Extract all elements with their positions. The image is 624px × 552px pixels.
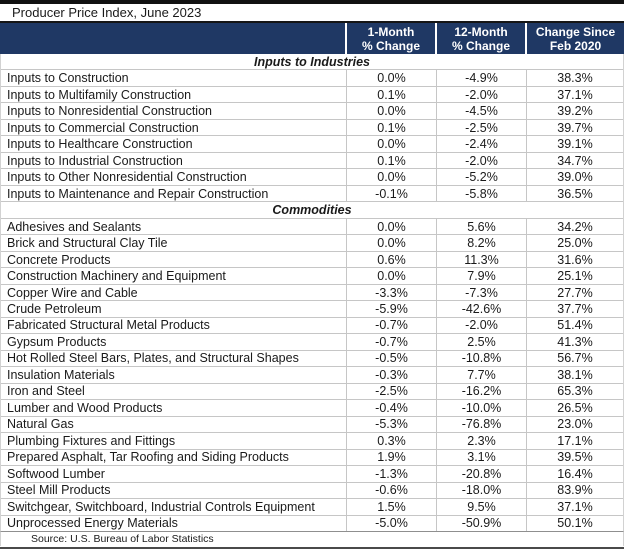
value-1-month: 0.0% xyxy=(346,136,436,151)
value-change-since-feb-2020: 41.3% xyxy=(526,334,623,349)
value-change-since-feb-2020: 27.7% xyxy=(526,285,623,300)
value-change-since-feb-2020: 37.7% xyxy=(526,301,623,316)
table-row xyxy=(1,449,623,465)
table-row xyxy=(1,515,623,531)
value-change-since-feb-2020: 56.7% xyxy=(526,351,623,366)
value-1-month: 0.0% xyxy=(346,268,436,283)
value-1-month: 1.9% xyxy=(346,450,436,465)
table-row xyxy=(1,333,623,349)
value-12-month: -7.3% xyxy=(436,285,526,300)
value-12-month: -2.0% xyxy=(436,87,526,102)
value-1-month: -2.5% xyxy=(346,384,436,399)
value-change-since-feb-2020: 34.7% xyxy=(526,153,623,168)
value-12-month: -5.2% xyxy=(436,169,526,184)
row-label: Construction Machinery and Equipment xyxy=(7,269,226,284)
row-label: Natural Gas xyxy=(7,417,74,432)
value-12-month: 7.7% xyxy=(436,367,526,382)
value-1-month: -3.3% xyxy=(346,285,436,300)
value-12-month: -20.8% xyxy=(436,466,526,481)
table-row xyxy=(1,119,623,135)
header-change-since-line2: Feb 2020 xyxy=(549,38,602,53)
header-1-month-line2: % Change xyxy=(361,38,420,53)
value-change-since-feb-2020: 23.0% xyxy=(526,417,623,432)
row-label: Iron and Steel xyxy=(7,384,85,399)
value-12-month: 3.1% xyxy=(436,450,526,465)
value-change-since-feb-2020: 37.1% xyxy=(526,87,623,102)
value-12-month: 8.2% xyxy=(436,235,526,250)
value-change-since-feb-2020: 50.1% xyxy=(526,516,623,531)
table-row xyxy=(1,482,623,498)
table-row xyxy=(1,218,623,234)
value-change-since-feb-2020: 31.6% xyxy=(526,252,623,267)
page-title: Producer Price Index, June 2023 xyxy=(0,4,624,23)
value-change-since-feb-2020: 34.2% xyxy=(526,219,623,234)
value-1-month: 0.0% xyxy=(346,70,436,85)
value-1-month: 0.0% xyxy=(346,103,436,118)
value-1-month: 0.3% xyxy=(346,433,436,448)
value-1-month: -0.7% xyxy=(346,318,436,333)
row-label: Gypsum Products xyxy=(7,334,107,349)
value-12-month: -2.0% xyxy=(436,153,526,168)
row-label: Concrete Products xyxy=(7,252,111,267)
header-series-column-spacer xyxy=(0,23,345,54)
table-row xyxy=(1,234,623,250)
value-12-month: -4.9% xyxy=(436,70,526,85)
row-label: Inputs to Construction xyxy=(7,71,129,86)
header-12-month-line1: 12-Month xyxy=(454,24,508,39)
value-1-month: 0.6% xyxy=(346,252,436,267)
table-row xyxy=(1,300,623,316)
value-12-month: 7.9% xyxy=(436,268,526,283)
row-label: Crude Petroleum xyxy=(7,302,102,316)
value-1-month: 0.1% xyxy=(346,120,436,135)
value-1-month: 1.5% xyxy=(346,499,436,514)
table-row xyxy=(1,350,623,366)
value-12-month: 5.6% xyxy=(436,219,526,234)
table-row xyxy=(1,399,623,415)
value-1-month: -0.4% xyxy=(346,400,436,415)
value-12-month: 11.3% xyxy=(436,252,526,267)
table-row xyxy=(1,416,623,432)
row-label: Unprocessed Energy Materials xyxy=(7,516,178,531)
value-1-month: -5.9% xyxy=(346,301,436,316)
value-12-month: -42.6% xyxy=(436,301,526,316)
value-12-month: 2.5% xyxy=(436,334,526,349)
row-label: Inputs to Multifamily Construction xyxy=(7,87,192,102)
table-row xyxy=(1,185,623,201)
table-row xyxy=(1,383,623,399)
header-1-month-line1: 1-Month xyxy=(367,24,415,39)
table-body xyxy=(0,54,624,531)
value-1-month: -0.7% xyxy=(346,334,436,349)
table-row xyxy=(1,86,623,102)
table-row xyxy=(1,152,623,168)
value-change-since-feb-2020: 36.5% xyxy=(526,186,623,201)
value-1-month: -0.3% xyxy=(346,367,436,382)
row-label: Inputs to Commercial Construction xyxy=(7,120,199,135)
table-row xyxy=(1,102,623,118)
value-change-since-feb-2020: 38.3% xyxy=(526,70,623,85)
value-1-month: -0.1% xyxy=(346,186,436,201)
value-12-month: 9.5% xyxy=(436,499,526,514)
row-label: Brick and Structural Clay Tile xyxy=(7,236,168,251)
source-note: Source: U.S. Bureau of Labor Statistics xyxy=(0,531,624,546)
header-12-month-line2: % Change xyxy=(451,38,510,53)
row-label: Lumber and Wood Products xyxy=(7,400,163,415)
value-change-since-feb-2020: 39.7% xyxy=(526,120,623,135)
value-1-month: 0.1% xyxy=(346,87,436,102)
value-12-month: -4.5% xyxy=(436,103,526,118)
row-label: Inputs to Nonresidential Construction xyxy=(7,104,212,119)
value-change-since-feb-2020: 37.1% xyxy=(526,499,623,514)
value-change-since-feb-2020: 17.1% xyxy=(526,433,623,448)
table-header-row xyxy=(0,23,624,54)
section-header: Inputs to Industries xyxy=(1,54,623,69)
value-change-since-feb-2020: 83.9% xyxy=(526,483,623,498)
value-12-month: -10.8% xyxy=(436,351,526,366)
value-12-month: -2.0% xyxy=(436,318,526,333)
value-change-since-feb-2020: 39.1% xyxy=(526,136,623,151)
table-row xyxy=(1,69,623,85)
row-label: Hot Rolled Steel Bars, Plates, and Structural Shapes xyxy=(7,351,299,366)
row-label: Fabricated Structural Metal Products xyxy=(7,318,210,333)
row-label: Softwood Lumber xyxy=(7,466,105,481)
row-label: Inputs to Industrial Construction xyxy=(7,153,183,168)
value-1-month: 0.0% xyxy=(346,235,436,250)
row-label: Adhesives and Sealants xyxy=(7,219,142,234)
table-row xyxy=(1,465,623,481)
value-1-month: 0.1% xyxy=(346,153,436,168)
value-12-month: -2.4% xyxy=(436,136,526,151)
section-header: Commodities xyxy=(1,201,623,217)
table-row xyxy=(1,317,623,333)
table-row xyxy=(1,251,623,267)
value-change-since-feb-2020: 38.1% xyxy=(526,367,623,382)
value-12-month: -18.0% xyxy=(436,483,526,498)
row-label: Insulation Materials xyxy=(7,367,115,382)
table-row xyxy=(1,135,623,151)
value-change-since-feb-2020: 39.5% xyxy=(526,450,623,465)
value-12-month: -16.2% xyxy=(436,384,526,399)
value-1-month: 0.0% xyxy=(346,219,436,234)
table-row xyxy=(1,432,623,448)
value-1-month: 0.0% xyxy=(346,169,436,184)
row-label: Steel Mill Products xyxy=(7,483,111,498)
table-row xyxy=(1,366,623,382)
value-12-month: -2.5% xyxy=(436,120,526,135)
value-change-since-feb-2020: 39.0% xyxy=(526,169,623,184)
value-12-month: -50.9% xyxy=(436,516,526,531)
row-label: Prepared Asphalt, Tar Roofing and Siding Products xyxy=(7,450,289,465)
value-12-month: -5.8% xyxy=(436,186,526,201)
header-change-since-line1: Change Since xyxy=(535,24,616,39)
value-change-since-feb-2020: 25.1% xyxy=(526,268,623,283)
value-change-since-feb-2020: 26.5% xyxy=(526,400,623,415)
value-1-month: -0.6% xyxy=(346,483,436,498)
row-label: Copper Wire and Cable xyxy=(7,285,138,300)
value-1-month: -5.3% xyxy=(346,417,436,432)
header-change-since-feb-2020 xyxy=(525,23,624,54)
value-change-since-feb-2020: 39.2% xyxy=(526,103,623,118)
value-change-since-feb-2020: 51.4% xyxy=(526,318,623,333)
row-label: Inputs to Healthcare Construction xyxy=(7,137,193,152)
value-12-month: -10.0% xyxy=(436,400,526,415)
value-1-month: -1.3% xyxy=(346,466,436,481)
table-row xyxy=(1,284,623,300)
header-1-month xyxy=(345,23,435,54)
value-12-month: -76.8% xyxy=(436,417,526,432)
row-label: Inputs to Maintenance and Repair Construction xyxy=(7,186,269,201)
value-1-month: -5.0% xyxy=(346,516,436,531)
value-change-since-feb-2020: 25.0% xyxy=(526,235,623,250)
header-12-month xyxy=(435,23,525,54)
table-row xyxy=(1,168,623,184)
row-label: Switchgear, Switchboard, Industrial Controls Equipment xyxy=(7,499,315,514)
row-label: Plumbing Fixtures and Fittings xyxy=(7,433,176,448)
value-change-since-feb-2020: 16.4% xyxy=(526,466,623,481)
value-12-month: 2.3% xyxy=(436,433,526,448)
value-1-month: -0.5% xyxy=(346,351,436,366)
value-change-since-feb-2020: 65.3% xyxy=(526,384,623,399)
table-row xyxy=(1,267,623,283)
table-row xyxy=(1,498,623,514)
row-label: Inputs to Other Nonresidential Construction xyxy=(7,170,247,185)
